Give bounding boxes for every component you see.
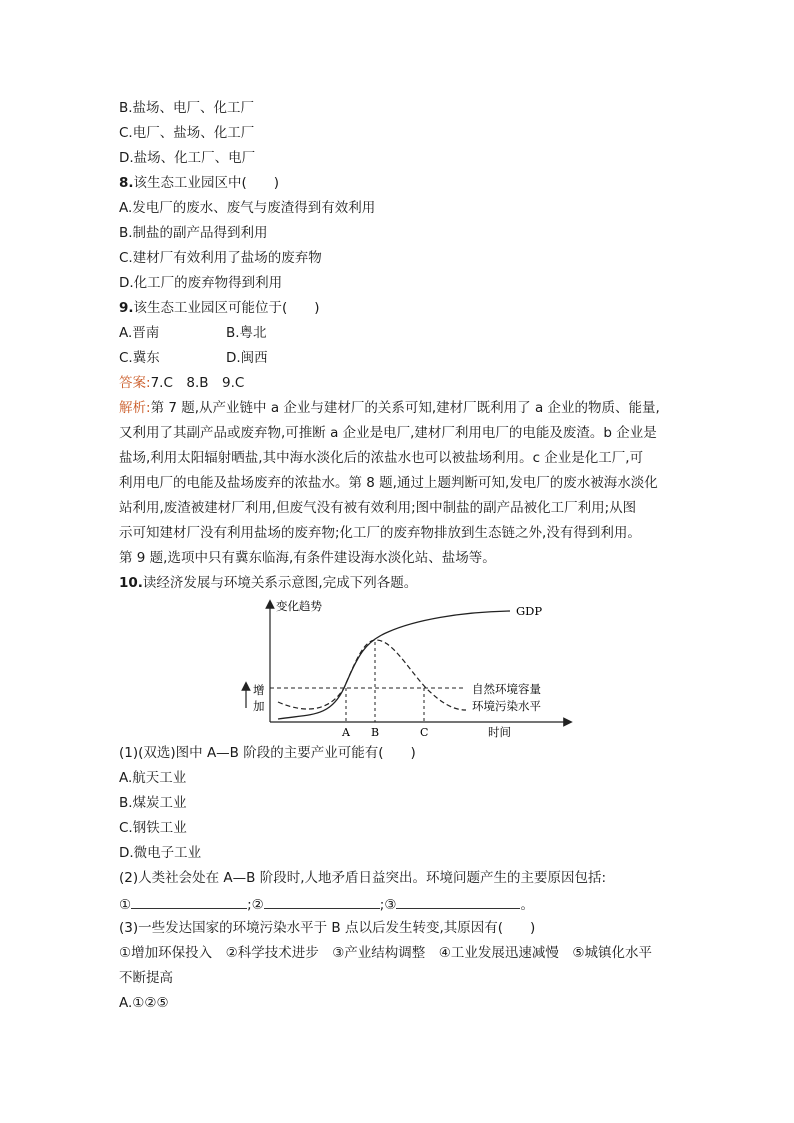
answer-label: 答案:: [119, 375, 151, 391]
analysis-line-7: 第 9 题,选项中只有冀东临海,有条件建设海水淡化站、盐场等。: [119, 550, 496, 566]
economy-environment-figure: [240, 596, 580, 740]
gdp-label: GDP: [516, 604, 543, 618]
sub3-items-line2: 不断提高: [119, 970, 173, 986]
q9-stem: [119, 299, 320, 317]
q7-option-b: B.盐场、电厂、化工厂: [119, 100, 255, 116]
q9-option-b: B.粤北: [226, 325, 267, 341]
sub1-stem: (1)(双选)图中 A—B 阶段的主要产业可能有( ): [119, 745, 416, 761]
q8-option-c: C.建材厂有效利用了盐场的废弃物: [119, 250, 322, 266]
sub2-stem: (2)人类社会处在 A—B 阶段时,人地矛盾日益突出。环境问题产生的主要原因包括:: [119, 870, 607, 886]
pollution-label: 环境污染水平: [472, 699, 541, 713]
analysis-line-2: 又利用了其副产品或废弃物,可推断 a 企业是电厂,建材厂利用电厂的电能及废渣。b 企业是: [119, 425, 657, 441]
point-a-label: A: [342, 726, 350, 739]
point-c-label: C: [420, 726, 429, 739]
q8-option-b: B.制盐的副产品得到利用: [119, 225, 268, 241]
sub1-option-d: D.微电子工业: [119, 845, 202, 861]
x-axis-label: 时间: [488, 725, 511, 739]
sub1-option-b: B.煤炭工业: [119, 795, 187, 811]
answer-blank-1[interactable]: [131, 894, 247, 909]
q8-number: 8.: [119, 175, 134, 191]
answer-blank-2[interactable]: [264, 894, 380, 909]
pollution-curve: [278, 640, 466, 710]
sub1-option-c: C.钢铁工业: [119, 820, 187, 836]
q9-option-d: D.闽西: [226, 350, 268, 366]
blank-end: 。: [520, 897, 534, 913]
q9-option-c: C.冀东: [119, 350, 160, 366]
q10-number: 10.: [119, 575, 143, 591]
analysis-text: 第 7 题,从产业链中 a 企业与建材厂的关系可知,建材厂既利用了 a 企业的物质、能量,: [150, 400, 660, 416]
q7-option-c: C.电厂、盐场、化工厂: [119, 125, 255, 141]
blank-sep-1: ;: [247, 897, 252, 913]
analysis-line-4: 利用电厂的电能及盐场废弃的浓盐水。第 8 题,通过上题判断可知,发电厂的废水被海水淡化: [119, 475, 658, 491]
blank-sep-2: ;: [379, 897, 385, 913]
analysis-line-6: 示可知建材厂没有利用盐场的废弃物;化工厂的废弃物排放到生态链之外,没有得到利用。: [119, 525, 641, 541]
q8-text: 该生态工业园区中( ): [133, 175, 280, 191]
increase-label-1: 增: [253, 683, 265, 697]
capacity-label: 自然环境容量: [472, 682, 541, 696]
q8-option-d: D.化工厂的废弃物得到利用: [119, 275, 283, 291]
q8-stem: [119, 174, 279, 192]
sub1-option-a: A.航天工业: [119, 770, 187, 786]
q9-text: 该生态工业园区可能位于( ): [133, 300, 320, 316]
answer-blank-3[interactable]: [396, 894, 520, 909]
analysis-line-1: [119, 399, 660, 417]
sub3-items-line1: ①增加环保投入 ②科学技术进步 ③产业结构调整 ④工业发展迅速减慢 ⑤城镇化水平: [119, 945, 653, 961]
answer-line: [119, 374, 244, 392]
q10-text: 读经济发展与环境关系示意图,完成下列各题。: [142, 575, 418, 591]
analysis-line-5: 站利用,废渣被建材厂利用,但废气没有被有效利用;图中制盐的副产品被化工厂利用;从图: [119, 500, 637, 516]
q10-stem: [119, 574, 417, 592]
q8-option-a: A.发电厂的废水、废气与废渣得到有效利用: [119, 200, 376, 216]
increase-label-2: 加: [253, 699, 265, 713]
y-axis-label: 变化趋势: [276, 599, 322, 613]
q7-option-d: D.盐场、化工厂、电厂: [119, 150, 256, 166]
point-b-label: B: [371, 726, 380, 739]
q9-option-a: A.晋南: [119, 325, 160, 341]
sub2-blanks: [119, 894, 534, 914]
answer-text: 7.C 8.B 9.C: [150, 375, 245, 391]
blank-1-mark: ①: [119, 897, 132, 913]
sub3-stem: (3)一些发达国家的环境污染水平于 B 点以后发生转变,其原因有( ): [119, 920, 536, 936]
q9-number: 9.: [119, 300, 134, 316]
sub3-option-a: A.①②⑤: [119, 995, 169, 1011]
analysis-label: 解析:: [119, 400, 151, 416]
blank-2-mark: ②: [251, 897, 264, 913]
blank-3-mark: ③: [384, 897, 397, 913]
analysis-line-3: 盐场,利用太阳辐射晒盐,其中海水淡化后的浓盐水也可以被盐场利用。c 企业是化工厂,可: [119, 450, 644, 466]
